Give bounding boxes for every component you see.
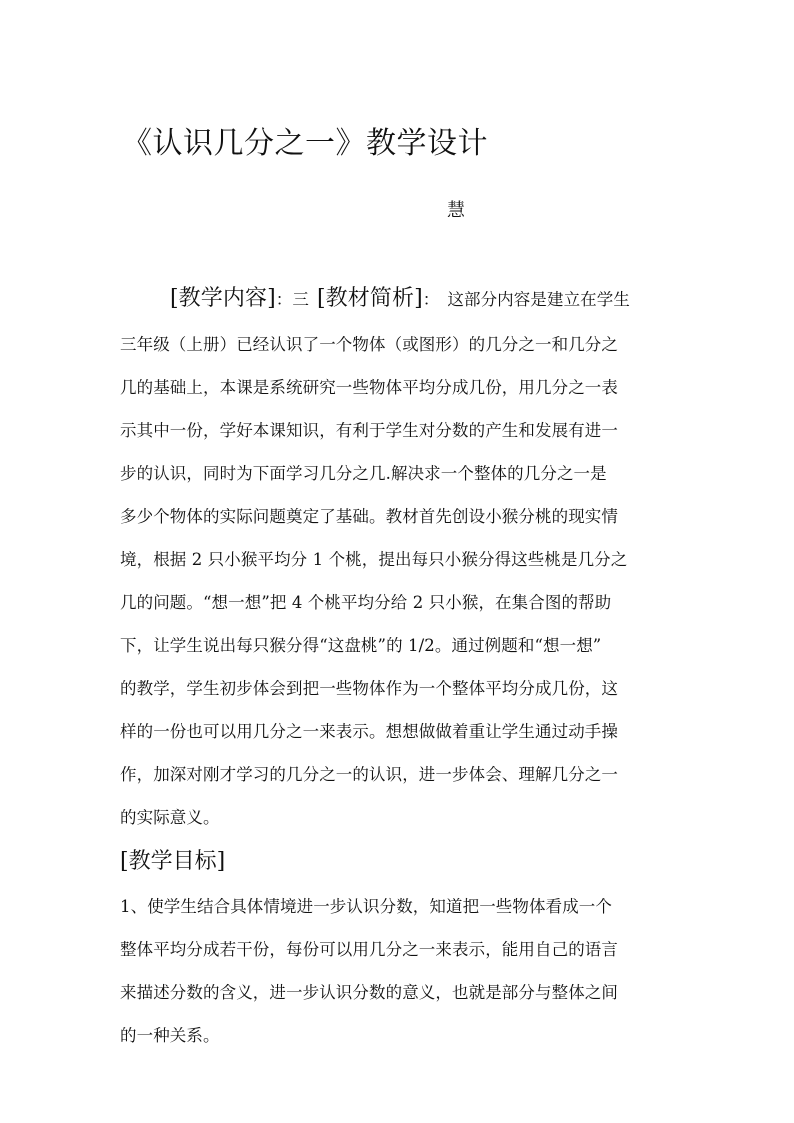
paragraph-line: 下，让学生说出每只猴分得“这盘桃”的 1/2。通过例题和“想一想” [120,636,602,655]
paragraph-line: 几的问题。“想一想”把 4 个桃平均分给 2 只小猴，在集合图的帮助 [120,593,612,612]
goal-line: 1、使学生结合具体情境进一步认识分数，知道把一些物体看成一个 [120,897,612,916]
goal-line: 来描述分数的含义，进一步认识分数的意义，也就是部分与整体之间 [120,983,618,1002]
material-analysis-label: [教材简析] [316,286,423,311]
paragraph-line: 的教学，学生初步体会到把一些物体作为一个整体平均分成几份，这 [120,679,618,698]
paragraph-line: 步的认识，同时为下面学习几分之几.解决求一个整体的几分之一是 [120,464,607,483]
paragraph-line: 示其中一份，学好本课知识，有利于学生对分数的产生和发展有进一 [120,421,618,440]
paragraph-first-line [120,275,680,323]
paragraph-line: 三年级（上册）已经认识了一个物体（或图形）的几分之一和几分之 [120,335,618,354]
paragraph-line: 的实际意义。 [120,808,220,827]
paragraph-line: 境，根据 2 只小猴平均分 1 个桃，提出每只小猴分得这些桃是几分之 [120,550,628,569]
author-name: 慧 [447,200,465,221]
paragraph-line: 样的一份也可以用几分之一来表示。想想做做着重让学生通过动手操 [120,722,618,741]
material-analysis-sep: ： [422,290,440,309]
teaching-content-label: [教学内容] [170,286,276,311]
document-body [120,275,680,1057]
goal-line: 整体平均分成若干份，每份可以用几分之一来表示，能用自己的语言 [120,940,618,959]
goal-line: 的一种关系。 [120,1026,220,1045]
document-title: 《认识几分之一》教学设计 [122,126,488,161]
paragraph-line: 几的基础上，本课是系统研究一些物体平均分成几份，用几分之一表 [120,378,618,397]
paragraph-line: 多少个物体的实际问题奠定了基础。教材首先创设小猴分桃的现实情 [120,507,618,526]
teaching-content-value: ：三 [275,290,309,309]
paragraph-line: 作，加深对刚才学习的几分之一的认识，进一步体会、理解几分之一 [120,765,618,784]
teaching-goals-heading: [教学目标] [120,849,226,874]
paragraph-first-text: 这部分内容是建立在学生 [447,290,630,309]
